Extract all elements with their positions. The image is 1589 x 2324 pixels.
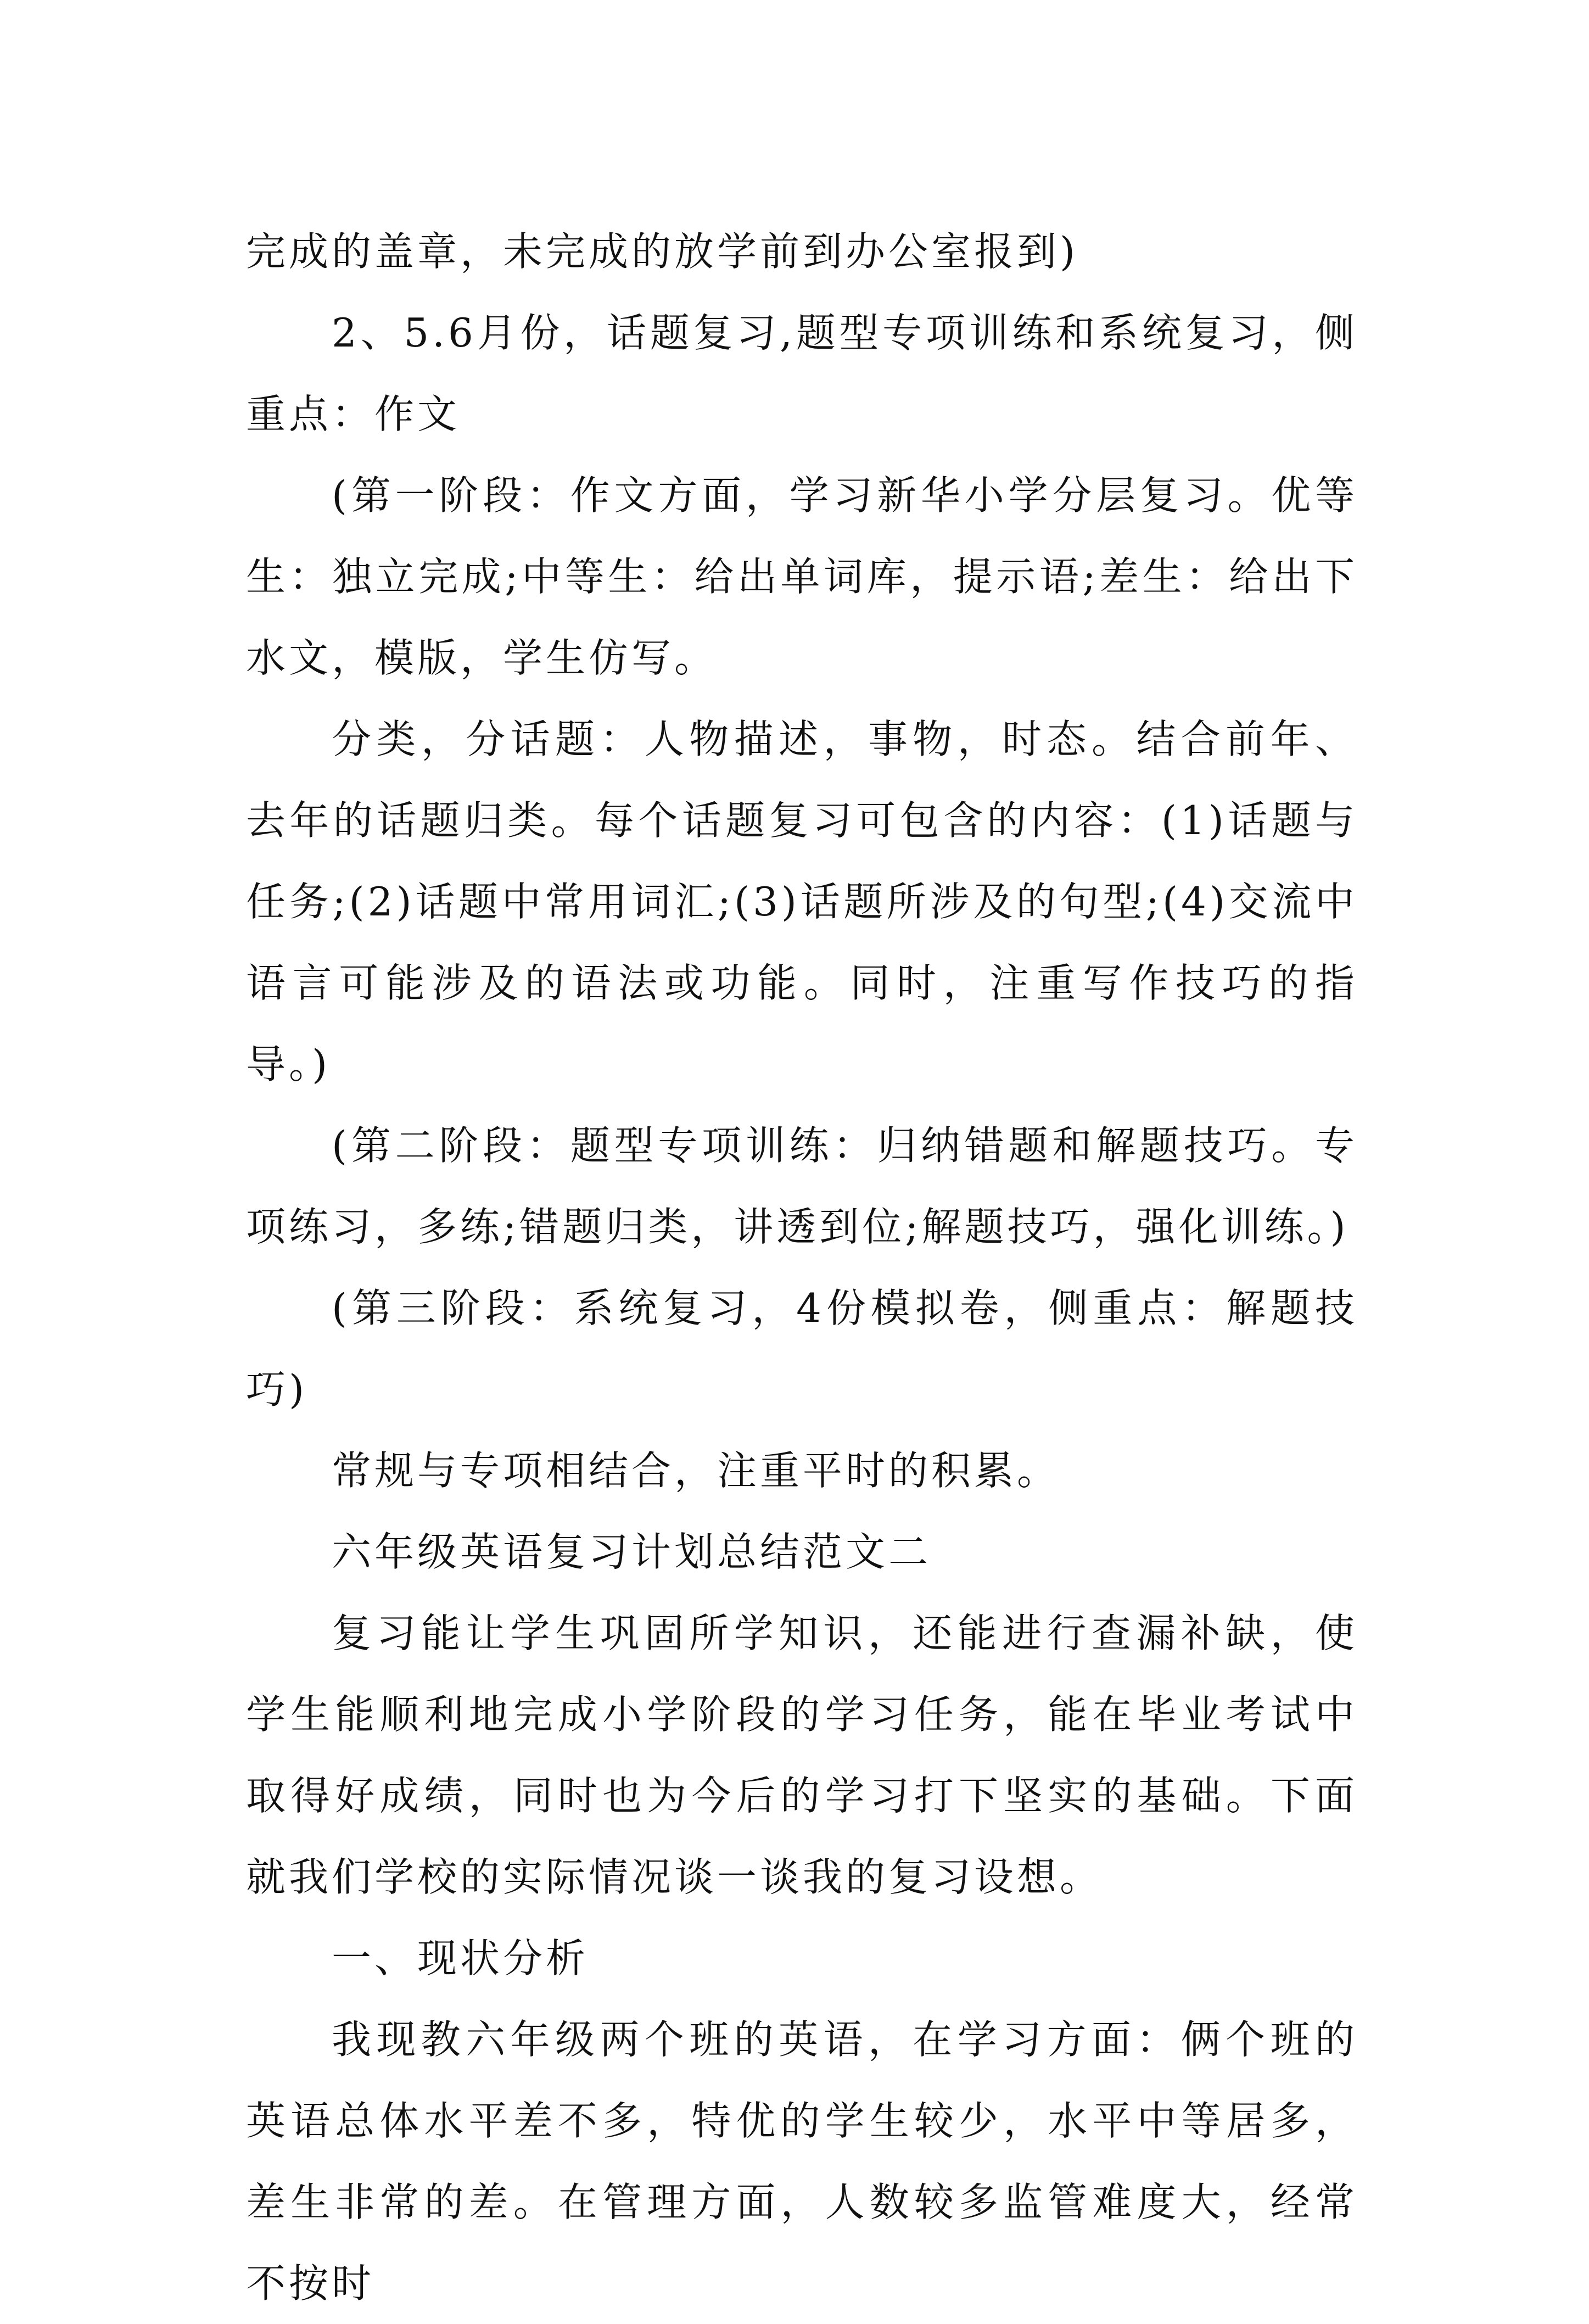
paragraph-7: 常规与专项相结合，注重平时的积累。 [332, 1448, 1060, 1494]
paragraph-5: (第二阶段：题型专项训练：归纳错题和解题技巧。专项练习，多练;错题归类，讲透到位;解题技巧，强化训练。) [246, 1122, 1358, 1250]
paragraph-2: 2、5.6月份，话题复习,题型专项训练和系统复习，侧重点：作文 [246, 310, 1358, 437]
subsection-heading: 一、现状分析 [332, 1935, 589, 1981]
paragraph-3: (第一阶段：作文方面，学习新华小学分层复习。优等生：独立完成;中等生：给出单词库，提示语;差生：给出下水文，模版，学生仿写。 [246, 472, 1358, 681]
paragraph-6: (第三阶段：系统复习，4份模拟卷，侧重点：解题技巧) [246, 1285, 1358, 1412]
document-body [246, 211, 1358, 2324]
paragraph-9: 复习能让学生巩固所学知识，还能进行查漏补缺，使学生能顺利地完成小学阶段的学习任务，能在毕业考试中取得好成绩，同时也为今后的学习打下坚实的基础。下面就我们学校的实际情况谈一谈我的复习设想。 [246, 1610, 1358, 1900]
paragraph-4: 分类，分话题：人物描述，事物，时态。结合前年、去年的话题归类。每个话题复习可包含的内容：(1)话题与任务;(2)话题中常用词汇;(3)话题所涉及的句型;(4)交流中语言可能涉及的语法或功能。同时，注重写作技巧的指导。) [246, 716, 1358, 1087]
paragraph-11: 我现教六年级两个班的英语，在学习方面：俩个班的英语总体水平差不多，特优的学生较少，水平中等居多，差生非常的差。在管理方面，人数较多监管难度大，经常不按时 [246, 2016, 1358, 2306]
section-heading: 六年级英语复习计划总结范文二 [332, 1529, 932, 1575]
paragraph-1: 完成的盖章，未完成的放学前到办公室报到) [246, 228, 1079, 275]
